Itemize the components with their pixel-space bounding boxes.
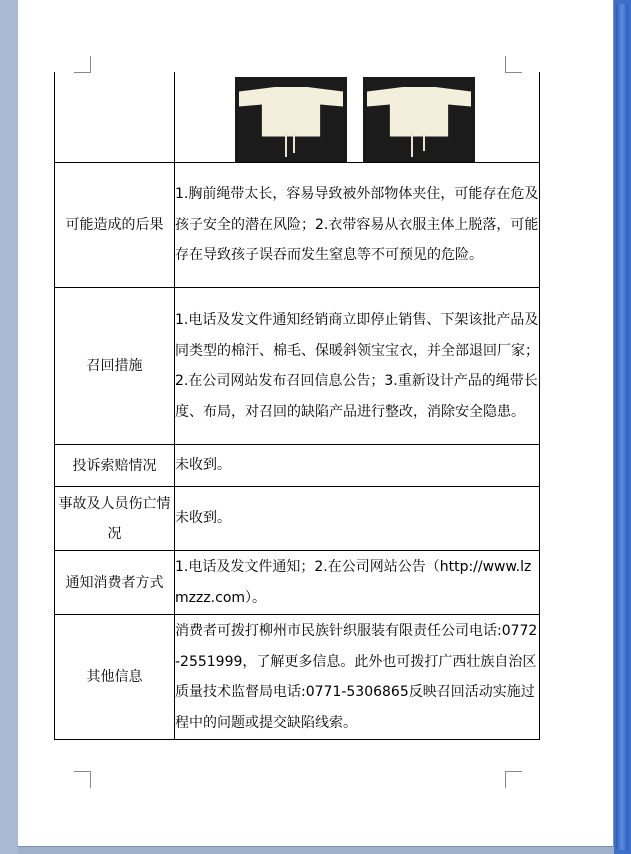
table-row [55,163,540,288]
row-content: 1.胸前绳带太长，容易导致被外部物体夹住，可能存在危及孩子安全的潜在风险；2.衣带容易从衣服主体上脱落，可能存在导致孩子误吞而发生窒息等不可预见的危险。 [175,163,540,288]
row-label: 其他信息 [55,615,175,740]
table-row [55,445,540,487]
row-label: 通知消费者方式 [55,551,175,615]
recall-info-table [54,72,540,740]
row-content: 未收到。 [175,445,540,487]
table-row [55,487,540,551]
row-label: 投诉索赔情况 [55,445,175,487]
window-left-margin [0,0,18,854]
crop-mark-bottom-left [74,771,91,788]
window-bottom-margin [18,847,614,854]
row-label: 召回措施 [55,288,175,445]
table-row [55,288,540,445]
table-row [55,615,540,740]
product-photo-front [235,77,347,162]
crop-mark-top-right [505,56,522,73]
product-images [175,72,540,163]
table-row [55,551,540,615]
vertical-scrollbar[interactable] [614,0,631,854]
row-content: 未收到。 [175,487,540,551]
row-content: 消费者可拨打柳州市民族针织服装有限责任公司电话:0772-2551999，了解更多信息。此外也可拨打广西壮族自治区质量技术监督局电话:0771-5306865反映召回活动实施过程中的问题或提交缺陷线索。 [175,615,540,740]
product-image-row [55,72,540,163]
scrollbar-thumb[interactable] [616,4,628,850]
image-row-label [55,72,175,163]
product-photo-back [363,77,475,162]
row-label: 可能造成的后果 [55,163,175,288]
crop-mark-bottom-right [505,771,522,788]
crop-mark-top-left [74,56,91,73]
row-content: 1.电话及发文件通知；2.在公司网站公告（http://www.lzmzzz.com）。 [175,551,540,615]
row-label: 事故及人员伤亡情况 [55,487,175,551]
row-content: 1.电话及发文件通知经销商立即停止销售、下架该批产品及同类型的棉汗、棉毛、保暖斜领宝宝衣，并全部退回厂家；2.在公司网站发布召回信息公告；3.重新设计产品的绳带长度、布局，对召回的缺陷产品进行整改，消除安全隐患。 [175,288,540,445]
